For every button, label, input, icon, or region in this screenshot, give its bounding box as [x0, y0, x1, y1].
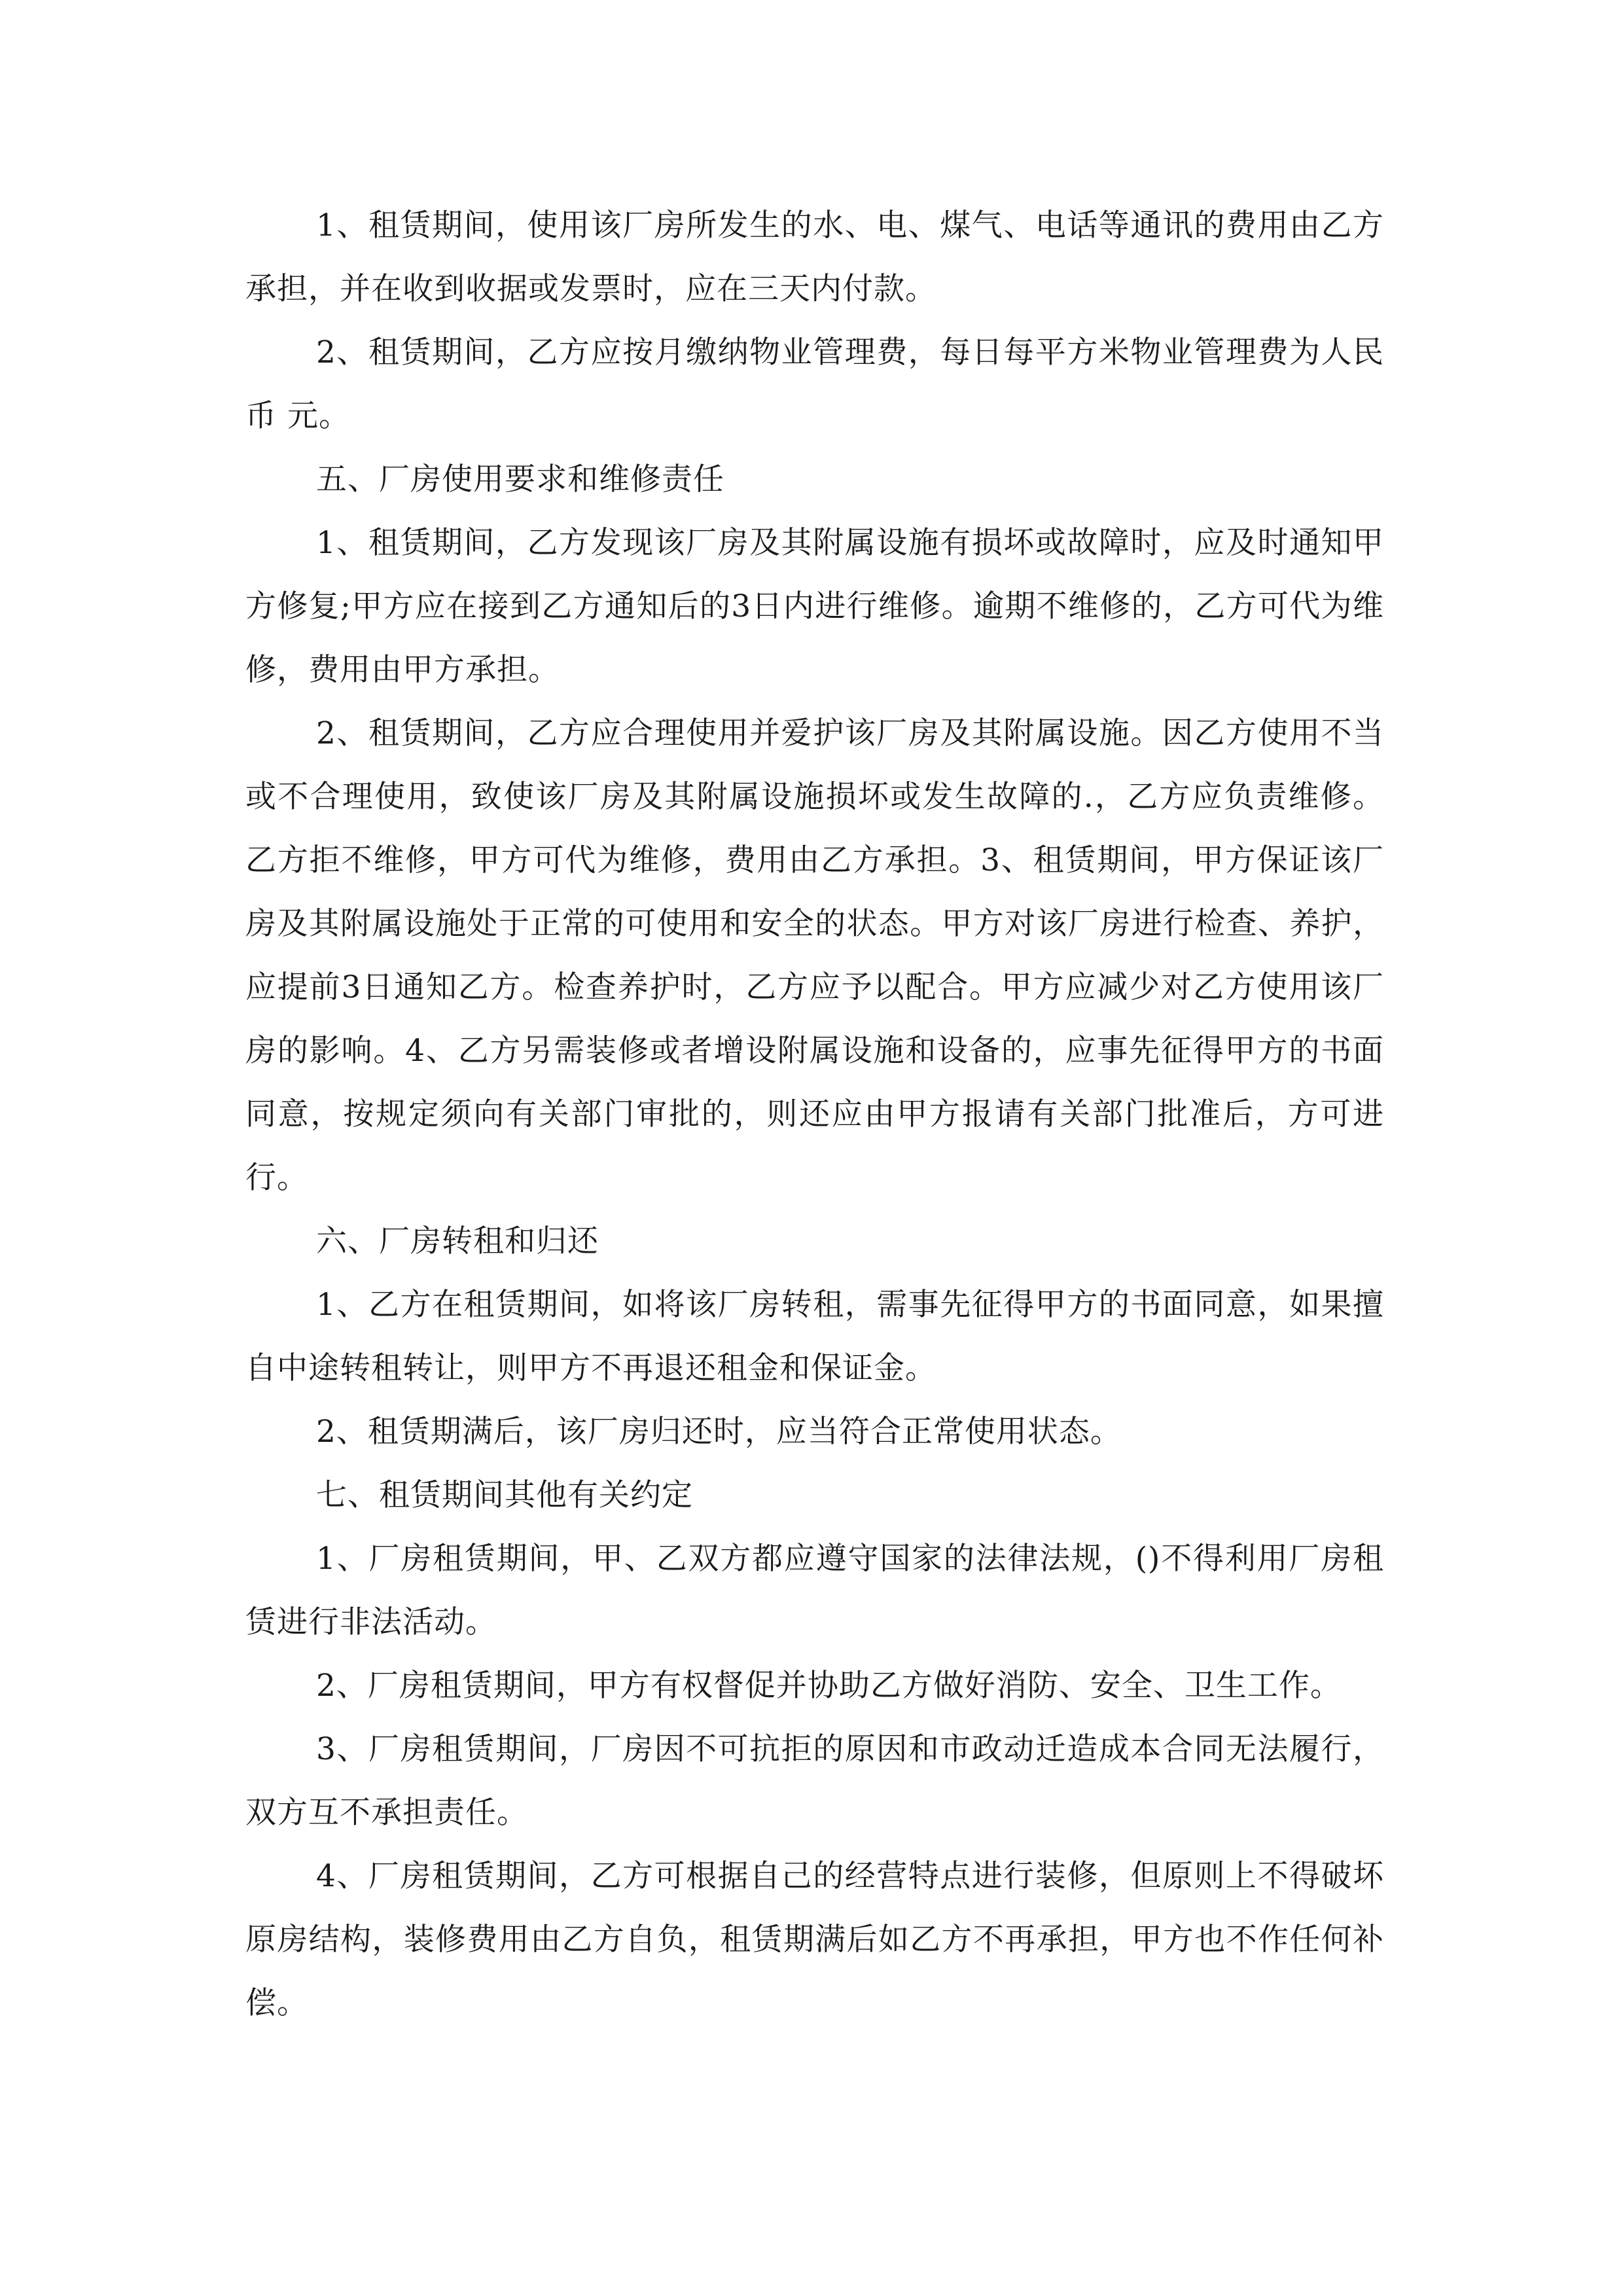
paragraph-utility-fees: 1、租赁期间，使用该厂房所发生的水、电、煤气、电话等通讯的费用由乙方承担，并在收到收据或发票时，应在三天内付款。 [245, 207, 1384, 307]
paragraph-proper-use: 2、租赁期间，乙方应合理使用并爱护该厂房及其附属设施。因乙方使用不当或不合理使用，致使该厂房及其附属设施损坏或发生故障的.，乙方应负责维修。乙方拒不维修，甲方可代为维修，费用由乙方承担。3、租赁期间，甲方保证该厂房及其附属设施处于正常的可使用和安全的状态。甲方对该厂房进行检查、养护，应提前3日通知乙方。检查养护时，乙方应予以配合。甲方应减少对乙方使用该厂房的影响。4、乙方另需装修或者增设附属设施和设备的，应事先征得甲方的书面同意，按规定须向有关部门审批的，则还应由甲方报请有关部门批准后，方可进行。 [245, 715, 1384, 1196]
section-heading-5: 五、厂房使用要求和维修责任 [316, 461, 724, 497]
section-heading-7: 七、租赁期间其他有关约定 [316, 1477, 693, 1513]
document-body [245, 194, 1384, 2035]
paragraph-force-majeure: 3、厂房租赁期间，厂房因不可抗拒的原因和市政动迁造成本合同无法履行，双方互不承担责任。 [245, 1731, 1384, 1831]
paragraph-sublease: 1、乙方在租赁期间，如将该厂房转租，需事先征得甲方的书面同意，如果擅自中途转租转让，则甲方不再退还租金和保证金。 [245, 1287, 1384, 1386]
section-heading-6: 六、厂房转租和归还 [316, 1223, 599, 1259]
paragraph-safety: 2、厂房租赁期间，甲方有权督促并协助乙方做好消防、安全、卫生工作。 [316, 1668, 1342, 1704]
paragraph-return: 2、租赁期满后，该厂房归还时，应当符合正常使用状态。 [316, 1414, 1122, 1450]
paragraph-laws: 1、厂房租赁期间，甲、乙双方都应遵守国家的法律法规，()不得利用厂房租赁进行非法活动。 [245, 1541, 1384, 1640]
paragraph-repair-notice: 1、租赁期间，乙方发现该厂房及其附属设施有损坏或故障时，应及时通知甲方修复;甲方应在接到乙方通知后的3日内进行维修。逾期不维修的，乙方可代为维修，费用由甲方承担。 [245, 525, 1384, 688]
paragraph-renovation: 4、厂房租赁期间，乙方可根据自己的经营特点进行装修，但原则上不得破坏原房结构，装修费用由乙方自负，租赁期满后如乙方不再承担，甲方也不作任何补偿。 [245, 1858, 1384, 2021]
paragraph-property-fee: 2、租赁期间，乙方应按月缴纳物业管理费，每日每平方米物业管理费为人民币 元。 [245, 334, 1384, 434]
